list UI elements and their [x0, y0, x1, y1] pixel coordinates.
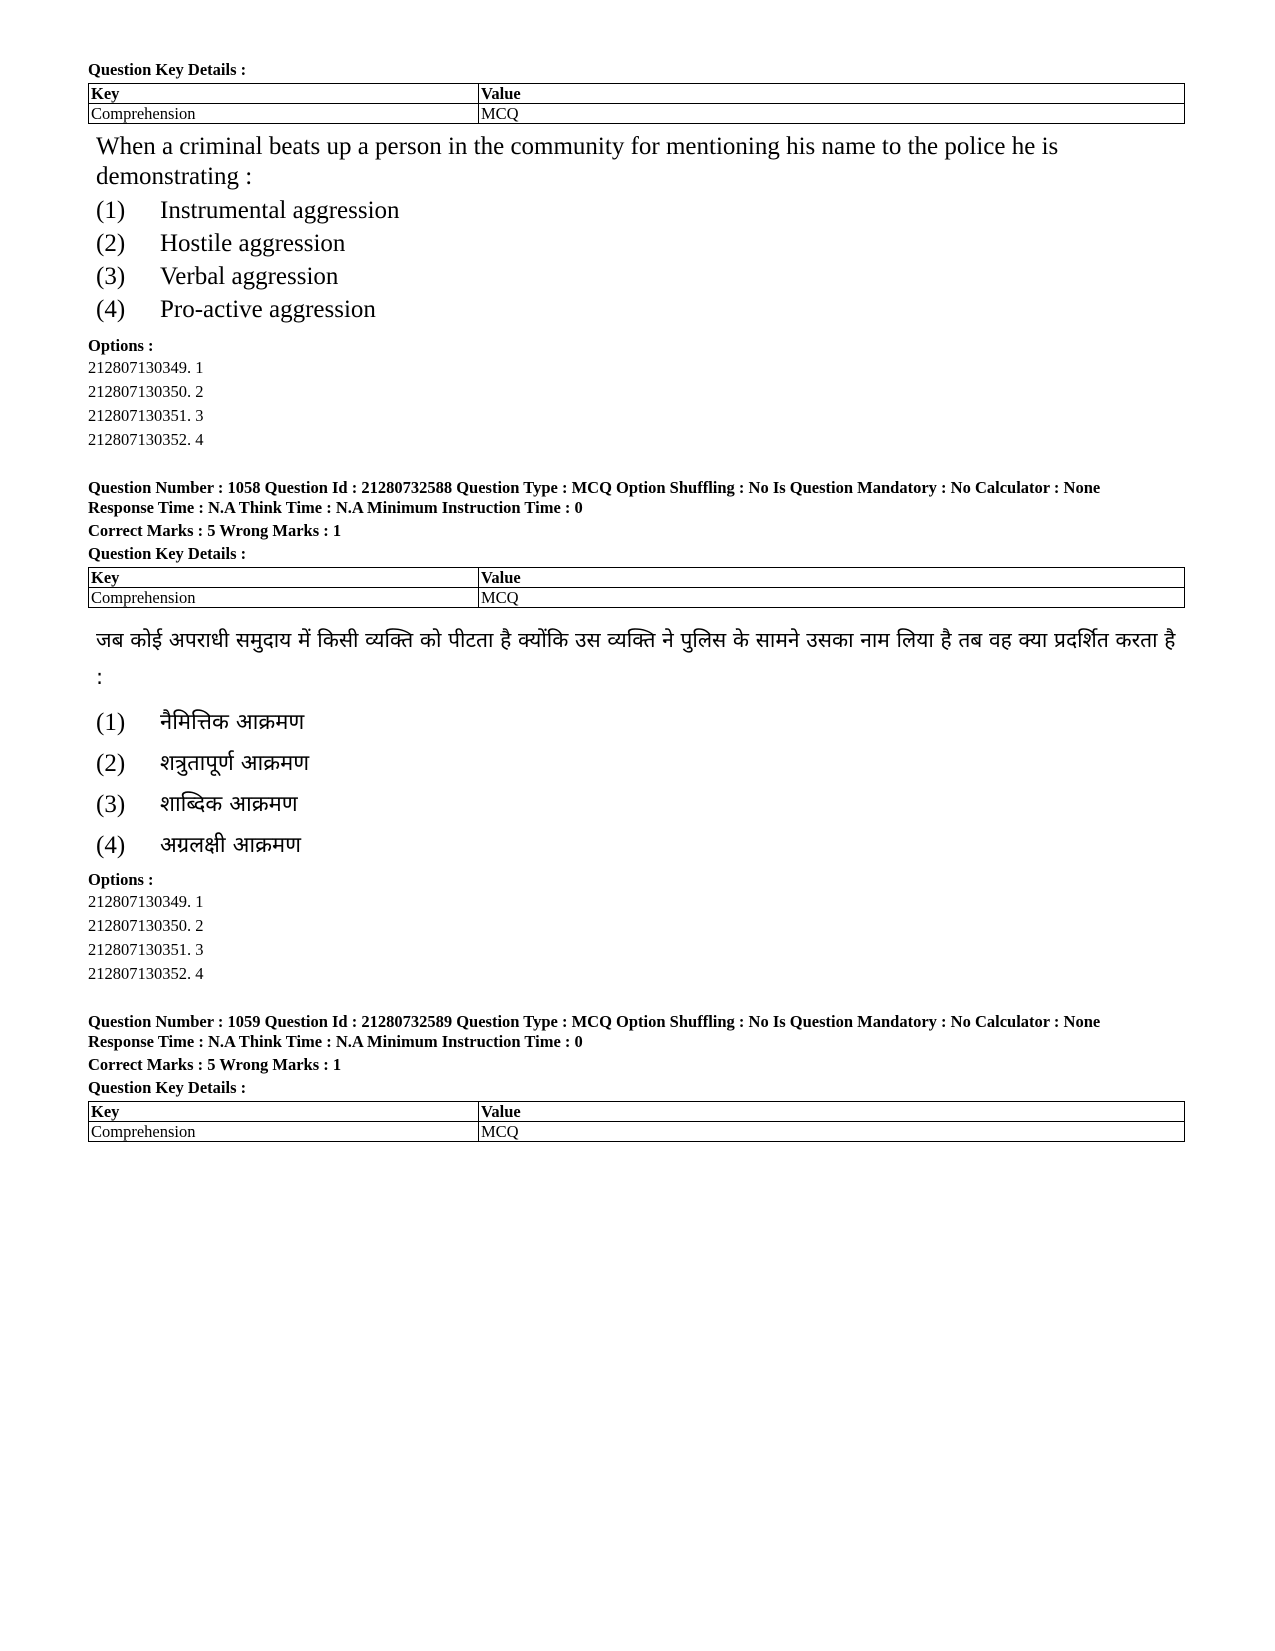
- question-timing-line: Response Time : N.A Think Time : N.A Minimum Instruction Time : 0: [88, 498, 583, 517]
- option-number: (2): [96, 750, 126, 777]
- question-meta-line: Question Number : 1059 Question Id : 21280732589 Question Type : MCQ Option Shuffling : No Is Question Mandatory : No Calculator : None: [88, 1012, 1101, 1031]
- option-text: Instrumental aggression: [160, 197, 400, 224]
- answer-option-3: [96, 260, 1186, 293]
- row-value-cell: MCQ: [479, 588, 1185, 608]
- question-stem: When a criminal beats up a person in the community for mentioning his name to the police he is demonstrating :: [96, 133, 1059, 190]
- row-key-cell: Comprehension: [89, 1122, 479, 1142]
- options-label: Options :: [88, 336, 154, 355]
- option-id: 212807130352. 4: [88, 964, 204, 983]
- option-text: शत्रुतापूर्ण आक्रमण: [160, 751, 310, 776]
- question-marks: Correct Marks : 5 Wrong Marks : 1: [88, 521, 342, 540]
- option-id: 212807130351. 3: [88, 940, 204, 959]
- option-id: 212807130350. 2: [88, 916, 204, 935]
- question-timing-line: Response Time : N.A Think Time : N.A Minimum Instruction Time : 0: [88, 1032, 583, 1051]
- option-number: (2): [96, 230, 126, 257]
- answer-option-4: [96, 825, 1186, 866]
- key-details-table: [88, 567, 1185, 608]
- table-row: [89, 1122, 1185, 1142]
- option-id: 212807130349. 1: [88, 358, 204, 377]
- option-number: (4): [96, 832, 126, 859]
- col-value-header: Value: [479, 1102, 1185, 1122]
- option-text: Verbal aggression: [160, 263, 339, 290]
- option-id: 212807130350. 2: [88, 382, 204, 401]
- question-stem: जब कोई अपराधी समुदाय में किसी व्यक्ति को पीटता है क्योंकि उस व्यक्ति ने पुलिस के सामने उसका नाम लिया है तब वह क्या प्रदर्शित करता है :: [96, 628, 1176, 689]
- option-number: (3): [96, 263, 126, 290]
- document-page: [88, 60, 1188, 1142]
- options-list: [88, 870, 1188, 986]
- table-row: [89, 588, 1185, 608]
- question-english: [96, 132, 1186, 326]
- options-list: [88, 336, 1188, 452]
- option-id: 212807130351. 3: [88, 406, 204, 425]
- table-header-row: [89, 1102, 1185, 1122]
- question-marks: Correct Marks : 5 Wrong Marks : 1: [88, 1055, 342, 1074]
- col-key-header: Key: [89, 568, 479, 588]
- option-text: शाब्दिक आक्रमण: [160, 792, 298, 817]
- option-id: 212807130349. 1: [88, 892, 204, 911]
- answer-option-3: [96, 784, 1186, 825]
- col-key-header: Key: [89, 1102, 479, 1122]
- key-details-table: [88, 1101, 1185, 1142]
- option-id: 212807130352. 4: [88, 430, 204, 449]
- question-hindi: [96, 622, 1186, 866]
- answer-option-1: [96, 194, 1186, 227]
- key-details-label: Question Key Details :: [88, 60, 247, 79]
- table-row: [89, 104, 1185, 124]
- option-number: (1): [96, 197, 126, 224]
- table-header-row: [89, 84, 1185, 104]
- col-value-header: Value: [479, 568, 1185, 588]
- option-text: नैमित्तिक आक्रमण: [160, 710, 305, 735]
- table-header-row: [89, 568, 1185, 588]
- question-meta-line: Question Number : 1058 Question Id : 21280732588 Question Type : MCQ Option Shuffling : No Is Question Mandatory : No Calculator : None: [88, 478, 1101, 497]
- answer-option-2: [96, 227, 1186, 260]
- row-key-cell: Comprehension: [89, 588, 479, 608]
- option-number: (4): [96, 296, 126, 323]
- row-value-cell: MCQ: [479, 1122, 1185, 1142]
- col-value-header: Value: [479, 84, 1185, 104]
- answer-option-1: [96, 702, 1186, 743]
- option-text: Hostile aggression: [160, 230, 346, 257]
- answer-option-2: [96, 743, 1186, 784]
- option-number: (3): [96, 791, 126, 818]
- key-details-label: Question Key Details :: [88, 1078, 247, 1097]
- answer-option-4: [96, 293, 1186, 326]
- option-number: (1): [96, 709, 126, 736]
- option-text: Pro-active aggression: [160, 296, 376, 323]
- row-key-cell: Comprehension: [89, 104, 479, 124]
- col-key-header: Key: [89, 84, 479, 104]
- key-details-label: Question Key Details :: [88, 544, 247, 563]
- option-text: अग्रलक्षी आक्रमण: [160, 833, 302, 858]
- key-details-table: [88, 83, 1185, 124]
- row-value-cell: MCQ: [479, 104, 1185, 124]
- options-label: Options :: [88, 870, 154, 889]
